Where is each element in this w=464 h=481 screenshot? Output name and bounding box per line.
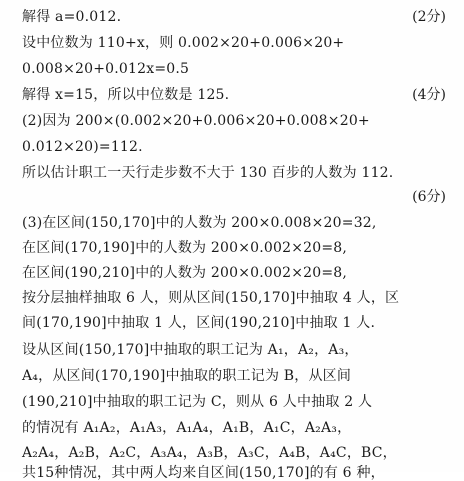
line-text: 解得 a=0.012.	[22, 9, 122, 25]
line-text: (3)在区间(150,170]中的人数为 200×0.008×20=32,	[22, 215, 377, 231]
line-text: A₂A₄，A₂B，A₂C，A₃A₄，A₃B，A₃C，A₄B，A₄C，BC，	[22, 445, 397, 461]
line-text: 在区间(190,210]中的人数为 200×0.002×20=8,	[22, 265, 348, 281]
line-text: 按分层抽样抽取 6 人，则从区间(150,170]中抽取 4 人，区	[22, 290, 400, 306]
line-16	[22, 395, 372, 411]
line-text: 设中位数为 110+x，则 0.002×20+0.006×20+	[22, 35, 345, 51]
line-text: 解得 x=15，所以中位数是 125.	[22, 87, 230, 103]
line-text: 所以估计职工一天行走步数不大于 130 百步的人数为 112.	[22, 165, 394, 181]
line-19	[22, 465, 385, 481]
line-text: 0.012×20)=112.	[22, 139, 143, 155]
line-text: 在区间(170,190]中的人数为 200×0.002×20=8,	[22, 240, 348, 256]
line-text: A₄，从区间(170,190]中抽取的职工记为 B，从区间	[22, 368, 352, 384]
line-13	[22, 316, 375, 332]
line-text: 共15种情况，其中两人均来自区间(150,170]的有 6 种，	[22, 465, 385, 481]
line-11	[22, 266, 347, 282]
line-4	[22, 88, 229, 104]
line-text: 设从区间(150,170]中抽取的职工记为 A₁，A₂，A₃，	[22, 342, 359, 358]
line-text: 0.008×20+0.012x=0.5	[22, 61, 190, 77]
score-mark: (2分)	[412, 9, 446, 25]
line-6	[22, 140, 143, 156]
line-text: 间(170,190]中抽取 1 人，区间(190,210]中抽取 1 人.	[22, 315, 376, 331]
line-text: 的情况有 A₁A₂，A₁A₃，A₁A₄，A₁B，A₁C，A₂A₃，	[22, 420, 352, 436]
line-2	[22, 36, 344, 52]
line-1	[22, 10, 121, 26]
line-15	[22, 369, 351, 385]
line-10	[22, 241, 347, 257]
line-text: (190,210]中抽取的职工记为 C，则从 6 人中抽取 2 人	[22, 394, 373, 410]
line-18	[22, 446, 397, 462]
line-5	[22, 114, 370, 130]
score-mark: (4分)	[412, 87, 446, 103]
line-3	[22, 62, 189, 78]
line-7	[22, 166, 393, 182]
line-14	[22, 343, 359, 359]
line-9	[22, 216, 377, 232]
line-text: (2)因为 200×(0.002×20+0.006×20+0.008×20+	[22, 113, 370, 129]
line-17	[22, 421, 351, 437]
line-12	[22, 291, 399, 307]
score-mark: (6分)	[412, 189, 446, 205]
